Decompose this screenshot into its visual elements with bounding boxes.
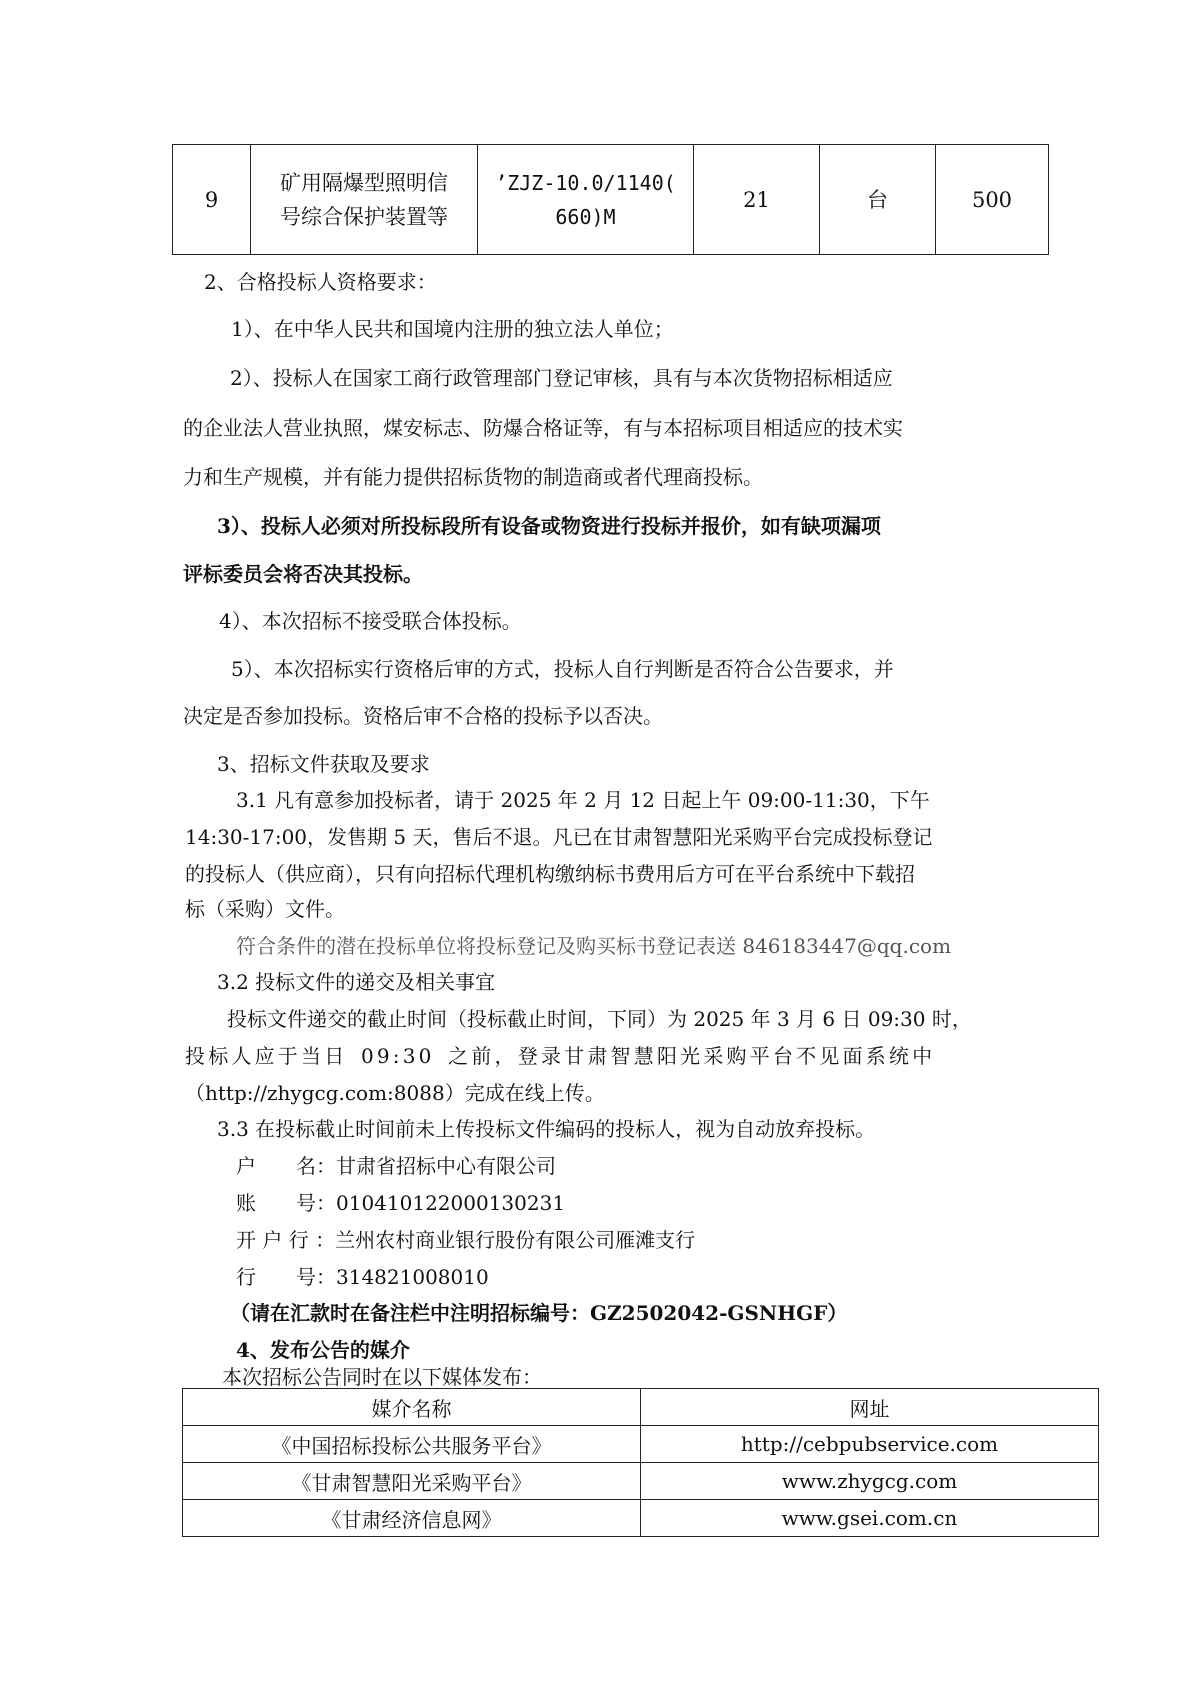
submission-heading: 3.2 投标文件的递交及相关事宜 [217,970,496,994]
submission-paragraph-line: 投标文件递交的截止时间（投标截止时间，下同）为 2025 年 3 月 6 日 09:30 时， [227,1007,972,1031]
account-bank-no-label: 行 号： [236,1265,336,1289]
media-name: 《甘肃经济信息网》 [183,1500,641,1537]
item-name-line: 矿用隔爆型照明信 [280,170,448,195]
item-quantity: 21 [694,145,820,255]
abandon-rule: 3.3 在投标截止时间前未上传投标文件编码的投标人，视为自动放弃投标。 [217,1117,876,1141]
account-number-row [236,1187,565,1216]
item-price: 500 [936,145,1049,255]
equipment-table [172,144,1049,255]
table-row [183,1500,1099,1537]
submission-paragraph-line: （http://zhygcg.com:8088）完成在线上传。 [185,1081,605,1105]
account-name-row [236,1150,556,1179]
media-name: 《甘肃智慧阳光采购平台》 [183,1463,641,1500]
account-bank-label: 开 户 行 ： [236,1228,336,1252]
table-row [183,1463,1099,1500]
remittance-remark: （请在汇款时在备注栏中注明招标编号：GZ2502042-GSNHGF） [230,1301,848,1325]
purchase-paragraph-line: 标（采购）文件。 [185,897,345,921]
media-name-header: 媒介名称 [183,1389,641,1426]
item-name [251,145,478,255]
purchase-paragraph-line: 的投标人（供应商），只有向招标代理机构缴纳标书费用后方可在平台系统中下载招 [185,862,915,886]
purchase-paragraph-line: 3.1 凡有意参加投标者，请于 2025 年 2 月 12 日起上午 09:00-11:30，下午 [236,788,930,812]
section4-intro: 本次招标公告同时在以下媒体发布： [222,1365,542,1389]
item-number: 9 [173,145,251,255]
item-model [478,145,694,255]
media-table [182,1388,1099,1537]
table-row [183,1426,1099,1463]
url-header: 网址 [641,1389,1099,1426]
qualification-item-1: 1）、在中华人民共和国境内注册的独立法人单位； [231,317,674,341]
section2-heading: 2、合格投标人资格要求： [204,270,437,294]
qualification-item-5-line: 5）、本次招标实行资格后审的方式，投标人自行判断是否符合公告要求，并 [231,657,894,681]
media-url: www.zhygcg.com [641,1463,1099,1500]
qualification-item-3-line: 评标委员会将否决其投标。 [183,562,423,586]
qualification-item-2-line: 力和生产规模，并有能力提供招标货物的制造商或者代理商投标。 [183,465,763,489]
item-model-line: ’ZJZ-10.0/1140( [495,170,676,195]
account-bank-no-value: 314821008010 [336,1265,489,1289]
account-bank-row [236,1224,695,1253]
section3-heading: 3、招标文件获取及要求 [217,752,430,776]
table-header-row [183,1389,1099,1426]
item-model-line: 660)M [555,204,616,229]
purchase-paragraph-line: 14:30-17:00，发售期 5 天，售后不退。凡已在甘肃智慧阳光采购平台完成投标登记 [185,825,933,849]
table-row [173,145,1049,255]
section4-heading: 4、发布公告的媒介 [236,1338,410,1362]
submission-paragraph-line: 投标人应于当日 09:30 之前，登录甘肃智慧阳光采购平台不见面系统中 [185,1044,936,1068]
account-number-label: 账 号： [236,1191,336,1215]
registration-email-line: 符合条件的潜在投标单位将投标登记及购买标书登记表送 846183447@qq.com [236,934,952,958]
qualification-item-3-line: 3）、投标人必须对所投标段所有设备或物资进行投标并报价，如有缺项漏项 [217,514,881,538]
qualification-item-2-line: 的企业法人营业执照，煤安标志、防爆合格证等，有与本招标项目相适应的技术实 [183,416,903,440]
account-name-label: 户 名： [236,1154,336,1178]
item-unit: 台 [820,145,936,255]
account-name-value: 甘肃省招标中心有限公司 [336,1154,556,1178]
item-name-line: 号综合保护装置等 [280,204,448,229]
media-url: http://cebpubservice.com [641,1426,1099,1463]
media-url: www.gsei.com.cn [641,1500,1099,1537]
account-bank-no-row [236,1261,489,1290]
qualification-item-5-line: 决定是否参加投标。资格后审不合格的投标予以否决。 [183,704,663,728]
qualification-item-4: 4）、本次招标不接受联合体投标。 [219,609,522,633]
account-bank-value: 兰州农村商业银行股份有限公司雁滩支行 [335,1228,696,1252]
media-name: 《中国招标投标公共服务平台》 [183,1426,641,1463]
qualification-item-2-line: 2）、投标人在国家工商行政管理部门登记审核，具有与本次货物招标相适应 [230,366,893,390]
account-number-value: 010410122000130231 [336,1191,566,1215]
